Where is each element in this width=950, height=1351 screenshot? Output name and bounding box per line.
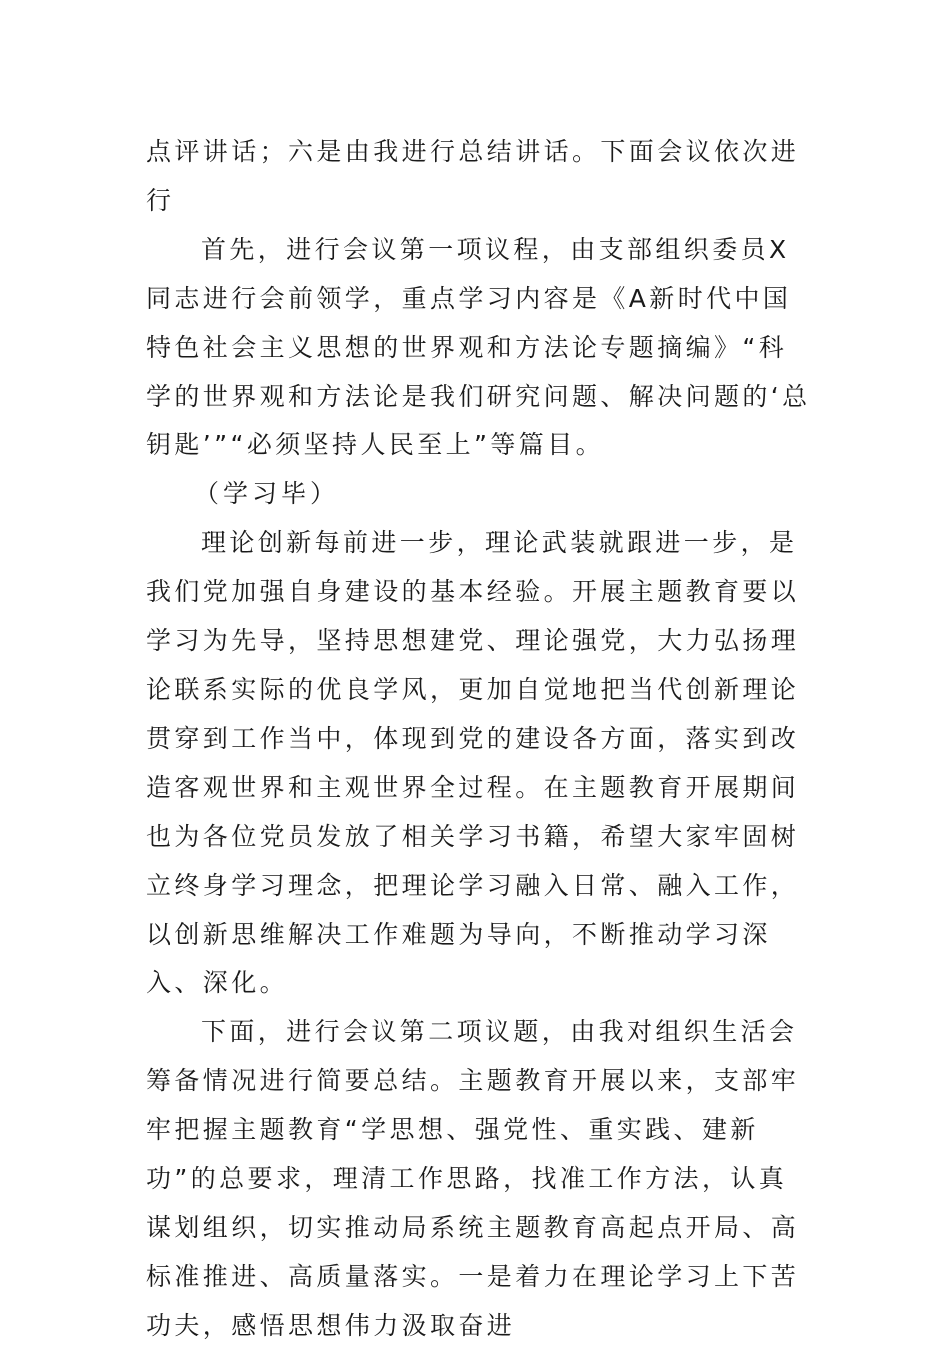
paragraph-second-agenda: 下面，进行会议第二项议题，由我对组织生活会筹备情况进行简要总结。主题教育开展以来，支部牢牢把握主题教育“学思想、强党性、重实践、建新功”的总要求，理清工作思路，找准工作方法，认真谋划组织，切实推动局系统主题教育高起点开局、高标准推进、高质量落实。一是着力在理论学习上下苦功夫，感悟思想伟力汲取奋进 xyxy=(146,1017,800,1340)
document-body xyxy=(146,128,811,1351)
paragraph-theory-innovation: 理论创新每前进一步，理论武装就跟进一步，是我们党加强自身建设的基本经验。开展主题教育要以学习为先导，坚持思想建党、理论强党，大力弘扬理论联系实际的优良学风，更加自觉地把当代创新理论贯穿到工作当中，体现到党的建设各方面，落实到改造客观世界和主观世界全过程。在主题教育开展期间也为各位党员发放了相关学习书籍，希望大家牢固树立终身学习理念，把理论学习融入日常、融入工作，以创新思维解决工作难题为导向，不断推动学习深入、深化。 xyxy=(146,528,800,998)
paragraph-study-note: （学习毕） xyxy=(194,479,340,509)
paragraph-continuation: 点评讲话；六是由我进行总结讲话。下面会议依次进行 xyxy=(146,137,800,215)
paragraph-first-agenda: 首先，进行会议第一项议程，由支部组织委员X同志进行会前领学，重点学习内容是《A新时代中国特色社会主义思想的世界观和方法论专题摘编》“科学的世界观和方法论是我们研究问题、解决问题的‘总钥匙’”“必须坚持人民至上”等篇目。 xyxy=(146,234,811,460)
